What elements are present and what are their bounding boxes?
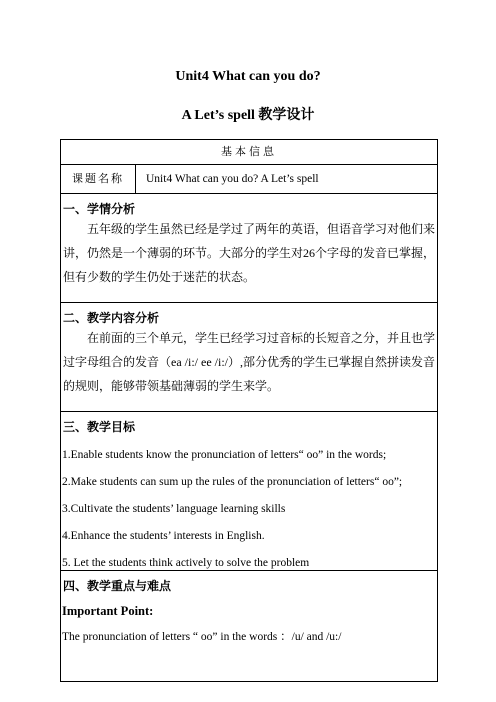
objective-item: 4.Enhance the students’ interests in English. [62, 530, 265, 542]
course-label: 课题名称 [61, 165, 136, 194]
objectives-section [61, 412, 438, 571]
objectives-title: 三、教学目标 [63, 420, 136, 434]
objective-item: 1.Enable students know the pronunciation of letters“ oo” in the words; [62, 449, 387, 461]
key-points-section [61, 571, 438, 682]
important-point-label: Important Point: [62, 604, 154, 618]
content-analysis-text: 在前面的三个单元，学生已经学习过音标的长短音之分，并且也学过字母组合的发音（ea /i:/ ee /i:/）,部分优秀的学生已掌握自然拼读发音的规则，能够带领基础薄弱的学生来学。 [63, 331, 436, 393]
content-analysis-section [61, 303, 438, 412]
learner-analysis-section [61, 194, 438, 303]
lesson-plan-table [60, 139, 438, 682]
key-points-title: 四、教学重点与难点 [63, 579, 172, 593]
objective-item: 2.Make students can sum up the rules of the pronunciation of letters“ oo”; [62, 476, 403, 488]
learner-analysis-text: 五年级的学生虽然已经是学过了两年的英语，但语音学习对他们来讲，仍然是一个薄弱的环节。大部分的学生对26个字母的发音已掌握，但有少数的学生仍处于迷茫的状态。 [63, 222, 436, 284]
document-title: Unit4 What can you do? [175, 69, 321, 84]
objective-item: 5. Let the students think actively to solve the problem [62, 557, 310, 569]
basic-info-header: 基本信息 [61, 140, 438, 165]
course-value: Unit4 What can you do? A Let’s spell [136, 165, 438, 194]
learner-analysis-title: 一、学情分析 [63, 202, 136, 216]
important-point-text: The pronunciation of letters “ oo” in the words ：/u/ and /u:/ [62, 631, 342, 643]
document-subtitle: A Let’s spell 教学设计 [181, 108, 315, 123]
objective-item: 3.Cultivate the students’ language learning skills [62, 503, 286, 515]
content-analysis-title: 二、教学内容分析 [63, 311, 160, 325]
